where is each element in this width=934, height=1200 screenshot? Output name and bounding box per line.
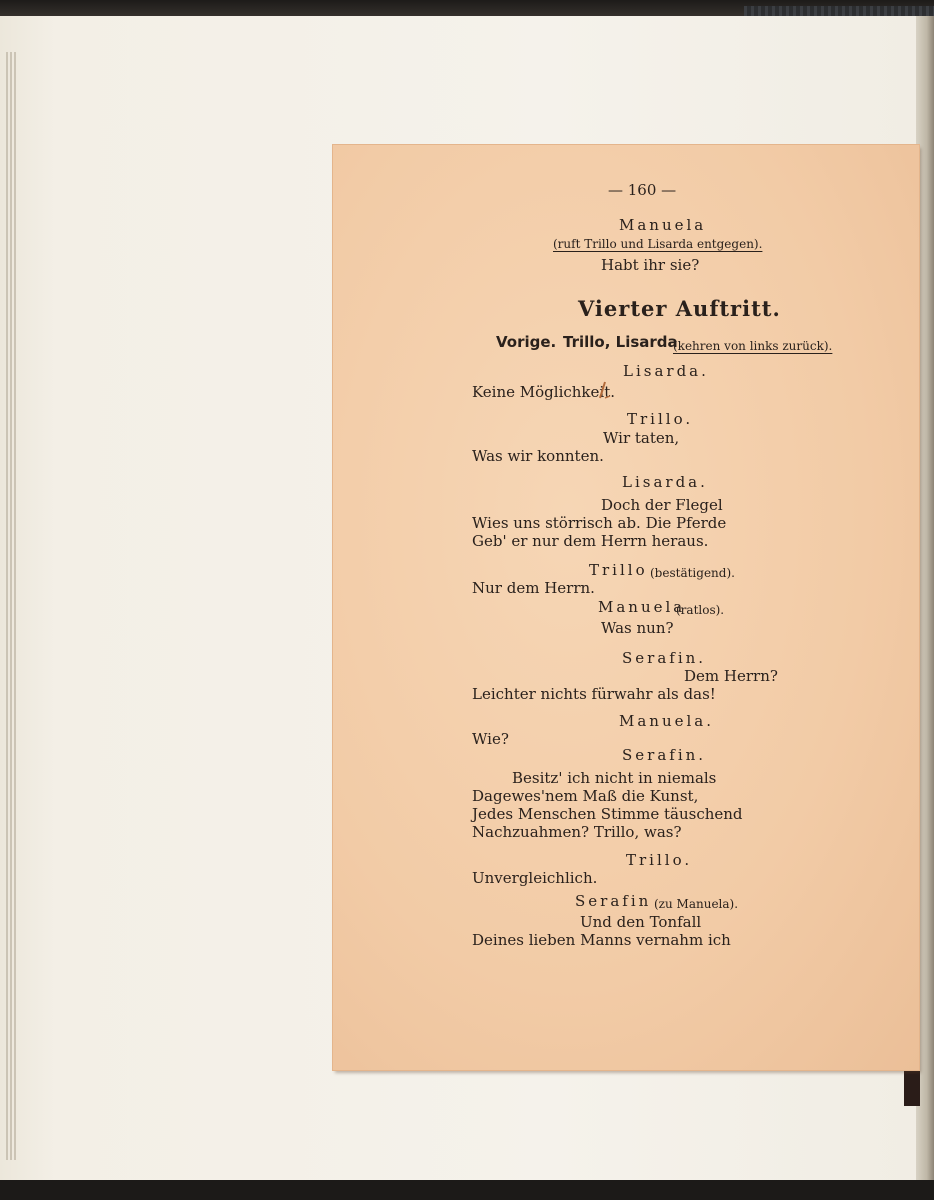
- dialogue-line: Dem Herrn?: [684, 667, 778, 685]
- dialogue-line: Deines lieben Manns vernahm ich: [472, 931, 731, 949]
- dialogue-line: Wies uns störrisch ab. Die Pferde: [472, 514, 727, 532]
- stage-direction: (kehren von links zurück).: [673, 339, 833, 353]
- dialogue-line: Was nun?: [601, 619, 674, 637]
- speaker-name: Manuela: [598, 598, 686, 616]
- dialogue-line: Dagewes'nem Maß die Kunst,: [472, 787, 699, 805]
- cast-list-previous: Vorige.: [496, 333, 557, 351]
- speaker-name: Lisarda.: [623, 362, 709, 380]
- dialogue-line: Was wir konnten.: [472, 447, 604, 465]
- speaker-name: Lisarda.: [622, 473, 708, 491]
- stage-direction: (ratlos).: [676, 603, 725, 617]
- scene-title: Vierter Auftritt.: [578, 296, 781, 321]
- dialogue-line: Unvergleichlich.: [472, 869, 598, 887]
- speaker-name: Serafin: [575, 892, 652, 910]
- page-edge: [6, 52, 8, 1160]
- speaker-name: Manuela.: [619, 712, 715, 730]
- dialogue-line: Jedes Menschen Stimme täuschend: [472, 805, 743, 823]
- speaker-name: Serafin.: [622, 746, 707, 764]
- dialogue-line: Geb' er nur dem Herrn heraus.: [472, 532, 709, 550]
- dialogue-line: Nachzuahmen? Trillo, was?: [472, 823, 682, 841]
- cast-list-names: Trillo, Lisarda: [563, 333, 678, 351]
- page-edge: [10, 52, 12, 1160]
- page-edge: [14, 52, 16, 1160]
- dialogue-line: Doch der Flegel: [601, 496, 723, 514]
- bottom-binding-strip: [0, 1180, 934, 1200]
- page-number: — 160 —: [608, 181, 677, 199]
- dialogue-line: Leichter nichts fürwahr als das!: [472, 685, 716, 703]
- dialogue-line: Keine Möglichkeit.: [472, 383, 615, 401]
- pencil-mark-icon: [596, 380, 618, 400]
- dialogue-line: Nur dem Herrn.: [472, 579, 595, 597]
- dialogue-line: Und den Tonfall: [580, 913, 702, 931]
- dialogue-line: Habt ihr sie?: [601, 256, 700, 274]
- speaker-name: Trillo.: [626, 851, 693, 869]
- speaker-name: Trillo: [589, 561, 648, 579]
- dialogue-line: Wie?: [472, 730, 509, 748]
- speaker-name: Serafin.: [622, 649, 707, 667]
- speaker-name: Trillo.: [627, 410, 694, 428]
- speaker-name: Manuela: [619, 216, 707, 234]
- stage-direction: (bestätigend).: [650, 566, 735, 580]
- stage-direction: (ruft Trillo und Lisarda entgegen).: [553, 237, 763, 251]
- stage-direction: (zu Manuela).: [654, 897, 739, 911]
- dialogue-line: Besitz' ich nicht in niemals: [512, 769, 717, 787]
- dialogue-line: Wir taten,: [603, 429, 680, 447]
